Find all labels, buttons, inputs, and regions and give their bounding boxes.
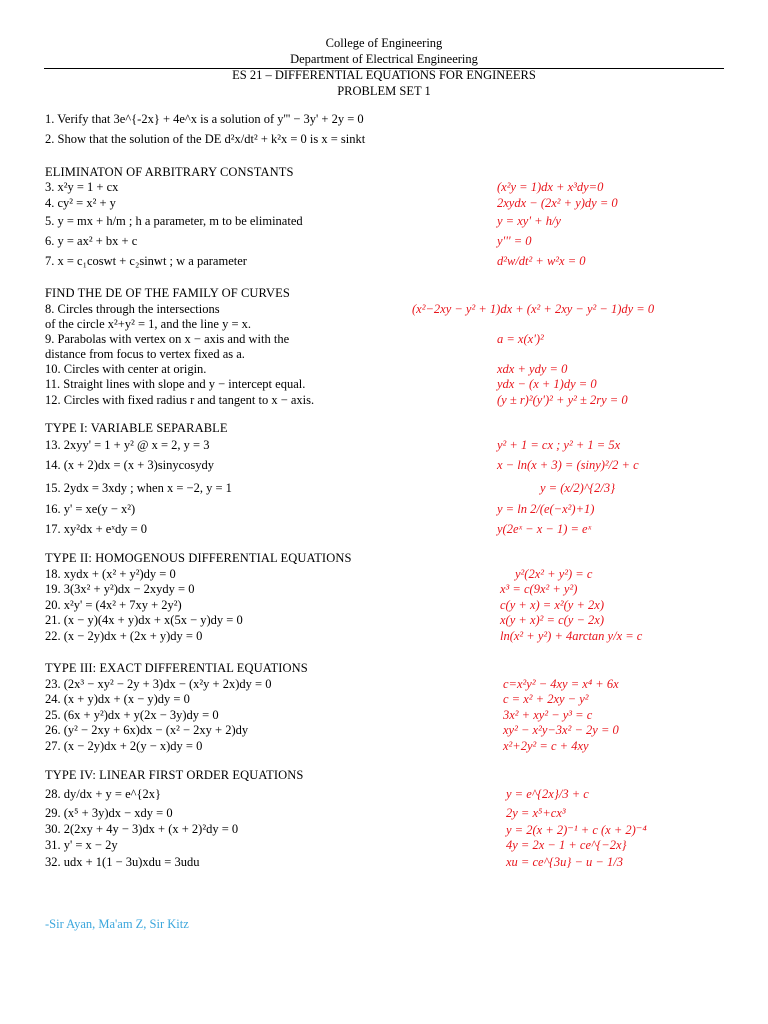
answer-28: y = e^{2x}/3 + c xyxy=(506,787,589,801)
problem-15: 15. 2ydx = 3xdy ; when x = −2, y = 1 xyxy=(45,481,232,495)
problem-24: 24. (x + y)dx + (x − y)dy = 0 xyxy=(45,692,190,706)
answer-15: y = (x/2)^{2/3} xyxy=(540,481,616,495)
problem-32: 32. udx + 1(1 − 3u)xdu = 3udu xyxy=(45,855,200,869)
answer-26: xy² − x²y−3x² − 2y = 0 xyxy=(503,723,619,737)
answer-19: x³ = c(9x² + y²) xyxy=(500,582,578,596)
problem-3: 3. x²y = 1 + cx xyxy=(45,180,119,194)
answer-3: (x²y = 1)dx + x³dy=0 xyxy=(497,180,604,194)
section-title-exact: TYPE III: EXACT DIFFERENTIAL EQUATIONS xyxy=(45,661,308,675)
answer-32: xu = ce^{3u} − u − 1/3 xyxy=(506,855,623,869)
problem-7: 7. x = c₁coswt + c₂sinwt ; w a parameter xyxy=(45,254,247,268)
problem-12: 12. Circles with fixed radius r and tangent to x − axis. xyxy=(45,393,315,407)
department-name: Department of Electrical Engineering xyxy=(290,52,478,66)
problem-31: 31. y' = x − 2y xyxy=(45,838,118,852)
answer-13: y² + 1 = cx ; y² + 1 = 5x xyxy=(497,438,621,452)
answer-6: y''' = 0 xyxy=(497,234,532,248)
problem-20: 20. x²y' = (4x² + 7xy + 2y²) xyxy=(45,598,182,612)
problem-9: 9. Parabolas with vertex on x − axis and with the xyxy=(45,332,290,346)
problem-30: 30. 2(2xy + 4y − 3)dx + (x + 2)²dy = 0 xyxy=(45,822,239,836)
problem-8-cont: of the circle x²+y² = 1, and the line y = x. xyxy=(45,317,252,331)
problem-13: 13. 2xyy' = 1 + y² @ x = 2, y = 3 xyxy=(45,438,210,452)
section-title-linear: TYPE IV: LINEAR FIRST ORDER EQUATIONS xyxy=(45,768,304,782)
answer-31: 4y = 2x − 1 + ce^{−2x} xyxy=(506,838,627,852)
authors-credit: -Sir Ayan, Ma'am Z, Sir Kitz xyxy=(45,917,189,931)
problem-19: 19. 3(3x² + y²)dx − 2xydy = 0 xyxy=(45,582,195,596)
problem-8: 8. Circles through the intersections xyxy=(45,302,220,316)
answer-14: x − ln(x + 3) = (siny)²/2 + c xyxy=(497,458,639,472)
course-title: ES 21 – DIFFERENTIAL EQUATIONS FOR ENGINEERS xyxy=(232,68,536,82)
answer-18: y²(2x² + y²) = c xyxy=(515,567,593,581)
problem-6: 6. y = ax² + bx + c xyxy=(45,234,138,248)
answer-24: c = x² + 2xy − y² xyxy=(503,692,589,706)
problem-16: 16. y' = xe(y − x²) xyxy=(45,502,136,516)
answer-25: 3x² + xy² − y³ = c xyxy=(503,708,593,722)
problem-27: 27. (x − 2y)dx + 2(y − x)dy = 0 xyxy=(45,739,203,753)
problem-11: 11. Straight lines with slope and y − intercept equal. xyxy=(45,377,306,391)
problem-23: 23. (2x³ − xy² − 2y + 3)dx − (x²y + 2x)dy = 0 xyxy=(45,677,272,691)
answer-9: a = x(x')² xyxy=(497,332,544,346)
college-name: College of Engineering xyxy=(325,36,443,50)
problem-10: 10. Circles with center at origin. xyxy=(45,362,207,376)
section-title-homogenous: TYPE II: HOMOGENOUS DIFFERENTIAL EQUATIONS xyxy=(45,551,352,565)
answer-8: (x²−2xy − y² + 1)dx + (x² + 2xy − y² − 1)dy = 0 xyxy=(412,302,655,316)
problem-25: 25. (6x + y²)dx + y(2x − 3y)dy = 0 xyxy=(45,708,219,722)
problem-28: 28. dy/dx + y = e^{2x} xyxy=(45,787,161,801)
section-title-elimination: ELIMINATON OF ARBITRARY CONSTANTS xyxy=(45,165,294,179)
answer-30: y = 2(x + 2)⁻¹ + c (x + 2)⁻⁴ xyxy=(506,823,647,837)
problem-5: 5. y = mx + h/m ; h a parameter, m to be eliminated xyxy=(45,214,303,228)
answer-5: y = xy' + h/y xyxy=(497,214,561,228)
answer-12: (y ± r)²(y')² + y² ± 2ry = 0 xyxy=(497,393,628,407)
problem-18: 18. xydx + (x² + y²)dy = 0 xyxy=(45,567,176,581)
answer-22: ln(x² + y²) + 4arctan y/x = c xyxy=(500,629,643,643)
problem-22: 22. (x − 2y)dx + (2x + y)dy = 0 xyxy=(45,629,203,643)
problem-2: 2. Show that the solution of the DE d²x/dt² + k²x = 0 is x = sinkt xyxy=(45,132,366,146)
answer-21: x(y + x)² = c(y − 2x) xyxy=(500,613,604,627)
answer-4: 2xydx − (2x² + y)dy = 0 xyxy=(497,196,618,210)
problem-9-cont: distance from focus to vertex fixed as a. xyxy=(45,347,245,361)
problem-set-title: PROBLEM SET 1 xyxy=(337,84,431,98)
problem-17: 17. xy²dx + eˣdy = 0 xyxy=(45,522,148,536)
answer-10: xdx + ydy = 0 xyxy=(497,362,568,376)
problem-1: 1. Verify that 3e^{-2x} + 4e^x is a solution of y''' − 3y' + 2y = 0 xyxy=(45,112,364,126)
answer-23: c=x²y² − 4xy = x⁴ + 6x xyxy=(503,677,619,691)
problem-21: 21. (x − y)(4x + y)dx + x(5x − y)dy = 0 xyxy=(45,613,243,627)
answer-16: y = ln 2/(e(−x²)+1) xyxy=(497,502,595,516)
problem-26: 26. (y² − 2xy + 6x)dx − (x² − 2xy + 2)dy xyxy=(45,723,249,737)
problem-4: 4. cy² = x² + y xyxy=(45,196,116,210)
problem-14: 14. (x + 2)dx = (x + 3)sinycosydy xyxy=(45,458,215,472)
answer-11: ydx − (x + 1)dy = 0 xyxy=(497,377,597,391)
answer-27: x²+2y² = c + 4xy xyxy=(503,739,589,753)
answer-7: d²w/dt² + w²x = 0 xyxy=(497,254,586,268)
answer-20: c(y + x) = x²(y + 2x) xyxy=(500,598,604,612)
problem-29: 29. (x⁵ + 3y)dx − xdy = 0 xyxy=(45,806,173,820)
answer-29: 2y = x⁵+cx³ xyxy=(506,806,566,820)
section-title-family-of-curves: FIND THE DE OF THE FAMILY OF CURVES xyxy=(45,286,290,300)
answer-17: y(2eˣ − x − 1) = eˣ xyxy=(497,522,592,536)
section-title-variable-separable: TYPE I: VARIABLE SEPARABLE xyxy=(45,421,228,435)
